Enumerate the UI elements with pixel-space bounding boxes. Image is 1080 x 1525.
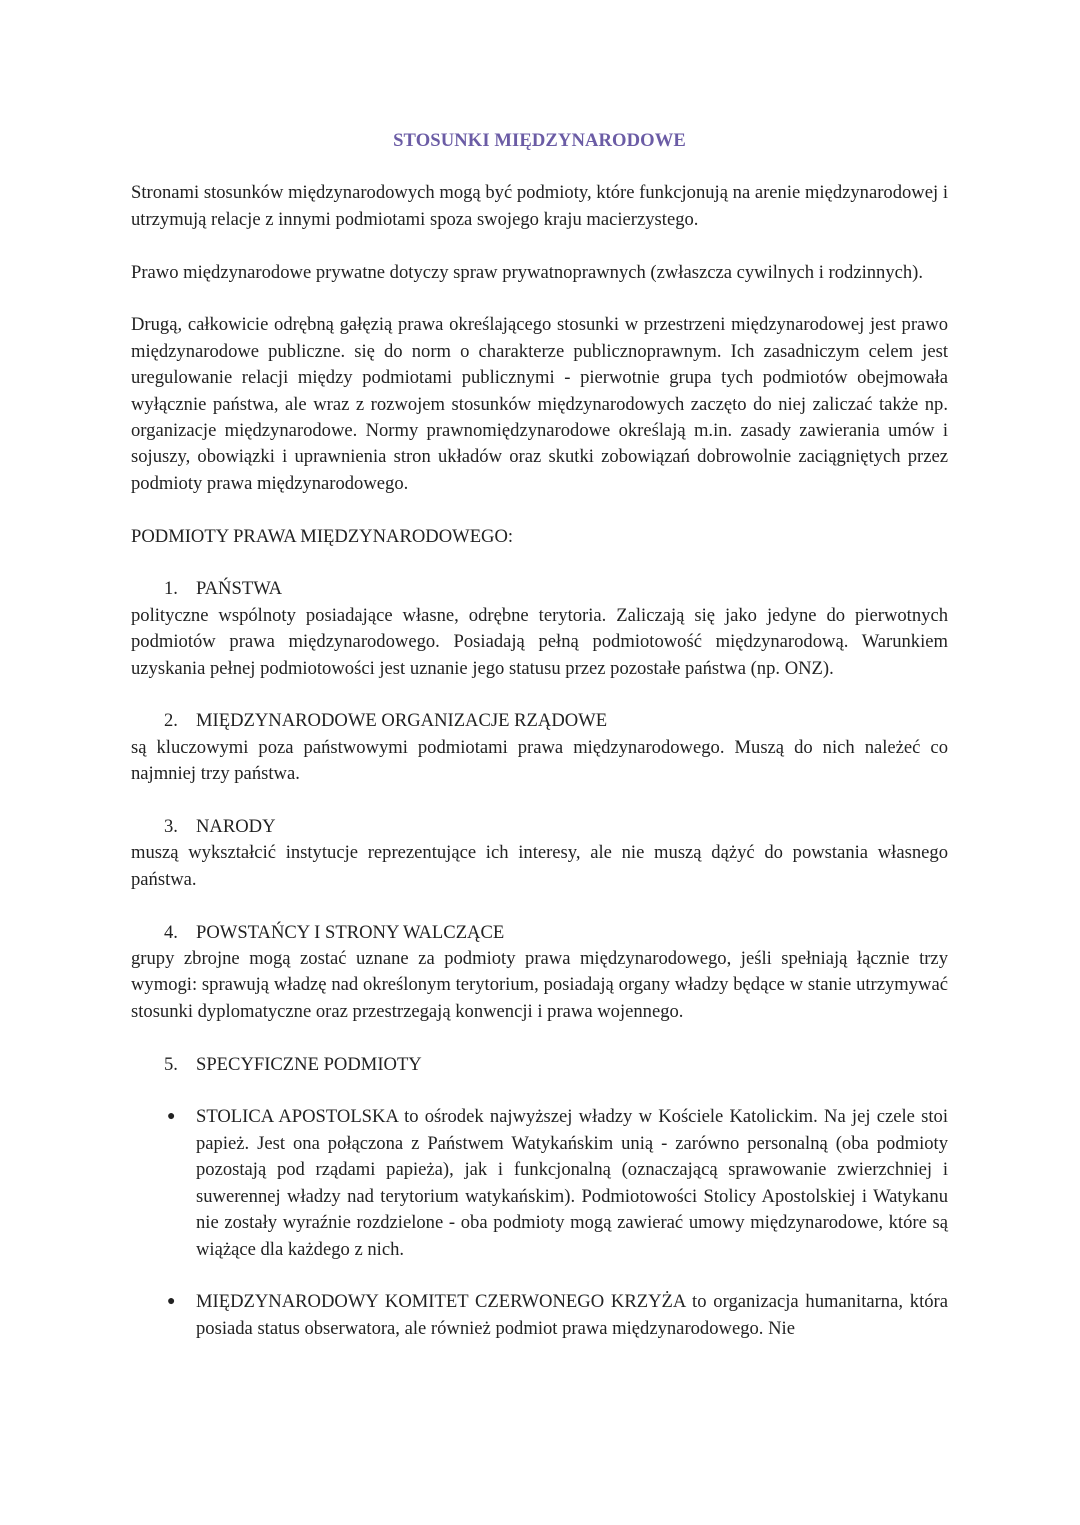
item-body: są kluczowymi poza państwowymi podmiotami prawa międzynarodowego. Muszą do nich należeć co najmniej trzy państwa. bbox=[131, 736, 948, 785]
section-heading: PODMIOTY PRAWA MIĘDZYNARODOWEGO: bbox=[131, 525, 514, 547]
item-number: 2. bbox=[164, 710, 178, 732]
paragraph-intro: Stronami stosunków międzynarodowych mogą być podmioty, które funkcjonują na arenie międzynarodowej i utrzymują relacje z innymi podmiotami spoza swojego kraju macierzystego. bbox=[131, 182, 948, 230]
list-item-specific-subjects bbox=[131, 1052, 948, 1078]
bullet-text: MIĘDZYNARODOWY KOMITET CZERWONEGO KRZYŻA to organizacja humanitarna, która posiada status obserwatora, ale również podmiot prawa międzynarodowego. Nie bbox=[196, 1291, 948, 1339]
item-heading-text: NARODY bbox=[196, 816, 276, 838]
item-body: polityczne wspólnoty posiadające własne, odrębne terytoria. Zaliczają się jako jedyne do pierwotnych podmiotów prawa międzynarodowego. Posiadają pełną podmiotowość międzynarodową. Warunkiem uzyskania pełnej podmiotowości jest uznanie jego statusu przez pozostałe państwa (np. ONZ). bbox=[131, 604, 948, 679]
item-heading bbox=[131, 708, 948, 734]
list-item-intergovernmental-organizations bbox=[131, 708, 948, 787]
list-item-insurgents bbox=[131, 920, 948, 1026]
item-body: muszą wykształcić instytucje reprezentujące ich interesy, ale nie muszą dążyć do powstania własnego państwa. bbox=[131, 842, 948, 890]
item-heading bbox=[131, 814, 948, 840]
paragraph-private-law: Prawo międzynarodowe prywatne dotyczy spraw prywatnoprawnych (zwłaszcza cywilnych i rodzinnych). bbox=[131, 261, 924, 283]
document-page bbox=[131, 128, 948, 1369]
document-title: STOSUNKI MIĘDZYNARODOWE bbox=[393, 130, 686, 151]
bullet-red-cross bbox=[131, 1289, 948, 1342]
item-heading bbox=[131, 576, 948, 602]
item-heading-text: PAŃSTWA bbox=[196, 578, 283, 600]
paragraph-public-law: Drugą, całkowicie odrębną gałęzią prawa określającego stosunki w przestrzeni międzynarodowej jest prawo międzynarodowe publiczne. się do norm o charakterze publicznoprawnym. Ich zasadniczym celem jest uregulowanie relacji między podmiotami publicznymi - pierwotnie grupa tych podmiotów obejmowała wyłącznie państwa, ale wraz z rozwojem stosunków międzynarodowych zaczęto do niej zaliczać także np. organizacje międzynarodowe. Normy prawnomiędzynarodowe określają m.in. zasady zawierania umów i sojuszy, obowiązki i uprawnienia stron układów oraz skutki zobowiązań dobrowolnie zaciągniętych przez podmioty prawa międzynarodowego. bbox=[131, 314, 948, 494]
list-item-states bbox=[131, 576, 948, 682]
item-number: 5. bbox=[164, 1053, 178, 1075]
bullet-icon: ● bbox=[167, 1109, 176, 1125]
item-number: 4. bbox=[164, 921, 178, 943]
item-heading-text: MIĘDZYNARODOWE ORGANIZACJE RZĄDOWE bbox=[196, 710, 608, 732]
item-heading-text: POWSTAŃCY I STRONY WALCZĄCE bbox=[196, 921, 505, 943]
bullet-text: STOLICA APOSTOLSKA to ośrodek najwyższej władzy w Kościele Katolickim. Na jej czele stoi papież. Jest ona połączona z Państwem Watykańskim unią - zarówno personalną (oba podmioty pozostają pod rządami papieża), jak i funkcjonalną (oznaczającą sprawowanie zwierzchniej i suwerennej władzy nad terytorium watykańskim). Podmiotowości Stolicy Apostolskiej i Watykanu nie zostały wyraźnie rozdzielone - oba podmioty mogą zawierać umowy międzynarodowe, które są wiążące dla każdego z nich. bbox=[196, 1106, 948, 1260]
item-number: 3. bbox=[164, 816, 178, 838]
item-heading bbox=[131, 920, 948, 946]
item-heading bbox=[131, 1052, 948, 1078]
bullet-icon: ● bbox=[167, 1294, 176, 1310]
item-number: 1. bbox=[164, 578, 178, 600]
item-body: grupy zbrojne mogą zostać uznane za podmioty prawa międzynarodowego, jeśli spełniają łącznie trzy wymogi: sprawują władzę nad określonym terytorium, posiadają organy władzy będące w stanie utrzymywać stosunki dyplomatyczne oraz przestrzegają konwencji i prawa wojennego. bbox=[131, 948, 948, 1022]
list-item-nations bbox=[131, 814, 948, 893]
bullet-holy-see bbox=[131, 1104, 948, 1262]
item-heading-text: SPECYFICZNE PODMIOTY bbox=[196, 1053, 422, 1075]
